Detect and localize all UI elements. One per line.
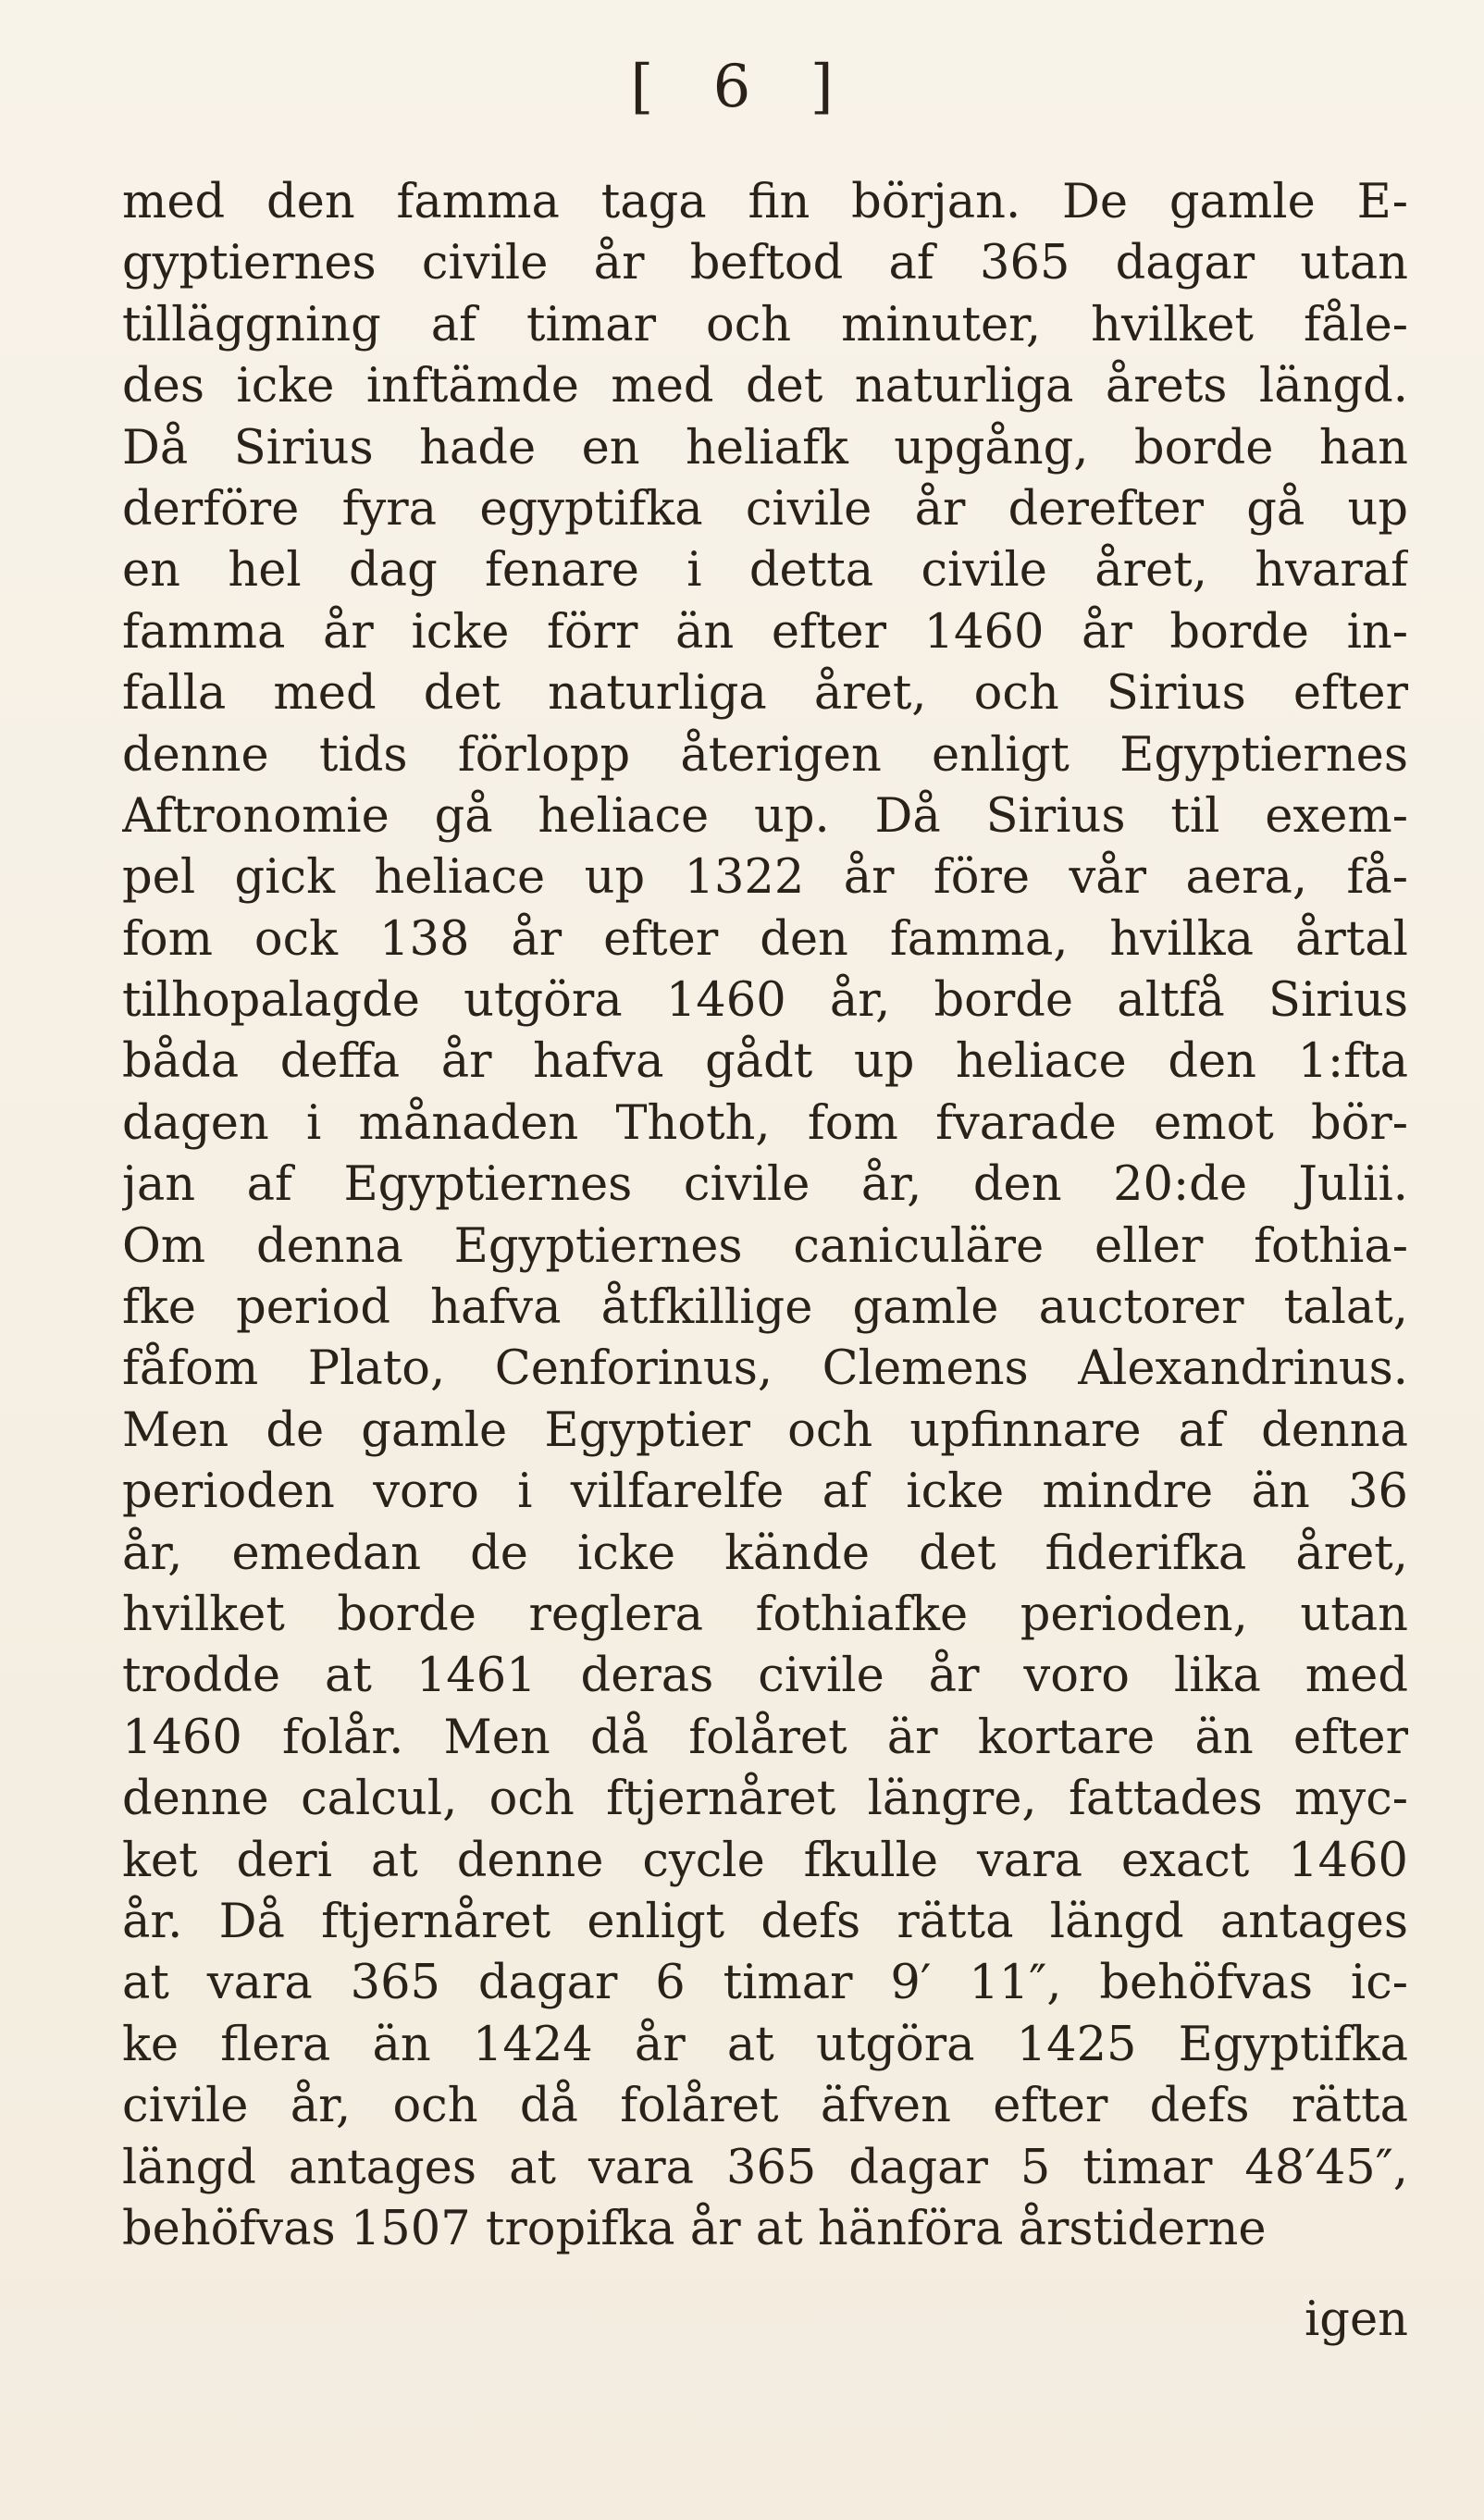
text-line: derföre fyra egyptifka civile år derefter gå up <box>122 481 1408 537</box>
page-number: [ 6 ] <box>630 53 854 121</box>
text-line: denne calcul, och ftjernåret längre, fattades myc- <box>122 1772 1408 1827</box>
text-line: fke period hafva åtfkillige gamle auctorer talat, <box>122 1280 1408 1336</box>
text-line: längd antages at vara 365 dagar 5 timar 48′45″, <box>122 2140 1408 2195</box>
text-line: ke flera än 1424 år at utgöra 1425 Egyptifka <box>122 2017 1408 2072</box>
text-line: 1460 folår. Men då folåret är kortare än efter <box>122 1710 1408 1765</box>
text-line: gyptiernes civile år beftod af 365 dagar utan <box>122 236 1408 291</box>
text-line: år. Då ftjernåret enligt defs rätta längd antages <box>122 1894 1408 1949</box>
text-line: tilläggning af timar och minuter, hvilket fåle- <box>122 297 1408 352</box>
text-line: med den famma taga fin början. De gamle E- <box>122 175 1408 229</box>
text-line: tilhopalagde utgöra 1460 år, borde altfå Sirius <box>122 973 1408 1029</box>
text-line: ket deri at denne cycle fkulle vara exact 1460 <box>122 1833 1408 1888</box>
text-line: des icke inftämde med det naturliga årets längd. <box>122 359 1408 414</box>
text-line: perioden voro i vilfarelfe af icke mindre än 36 <box>122 1464 1408 1520</box>
text-line: Men de gamle Egyptier och upfinnare af denna <box>122 1402 1408 1458</box>
text-line: båda deffa år hafva gådt up heliace den 1:fta <box>122 1034 1408 1090</box>
text-line: jan af Egyptiernes civile år, den 20:de Julii. <box>122 1157 1408 1213</box>
text-line: hvilket borde reglera fothiafke perioden, utan <box>122 1587 1408 1642</box>
text-line: trodde at 1461 deras civile år voro lika med <box>122 1649 1408 1704</box>
text-line: en hel dag fenare i detta civile året, hvaraf <box>122 543 1408 599</box>
text-line: fåfom Plato, Cenforinus, Clemens Alexandrinus. <box>122 1341 1408 1397</box>
text-line: pel gick heliace up 1322 år före vår aera, få- <box>122 850 1408 906</box>
text-line: behöfvas 1507 tropifka år at hänföra årstiderne <box>122 2201 1267 2256</box>
catchword: igen <box>1305 2292 1408 2347</box>
text-line: år, emedan de icke kände det fiderifka året, <box>122 1526 1408 1581</box>
text-line: denne tids förlopp återigen enligt Egyptiernes <box>122 727 1408 783</box>
text-line: at vara 365 dagar 6 timar 9′ 11″, behöfvas ic- <box>122 1956 1408 2011</box>
text-line: famma år icke förr än efter 1460 år borde in- <box>122 604 1408 660</box>
text-line: Aftronomie gå heliace up. Då Sirius til exem- <box>122 788 1408 844</box>
text-line: dagen i månaden Thoth, fom fvarade emot bör- <box>122 1095 1408 1151</box>
body-text <box>122 172 1408 2260</box>
text-line: Då Sirius hade en heliafk upgång, borde han <box>122 420 1408 476</box>
text-line: civile år, och då folåret äfven efter defs rätta <box>122 2079 1408 2134</box>
text-line: fom ock 138 år efter den famma, hvilka årtal <box>122 911 1408 967</box>
text-line: falla med det naturliga året, och Sirius efter <box>122 666 1408 722</box>
text-line: Om denna Egyptiernes caniculäre eller fothia- <box>122 1218 1408 1274</box>
